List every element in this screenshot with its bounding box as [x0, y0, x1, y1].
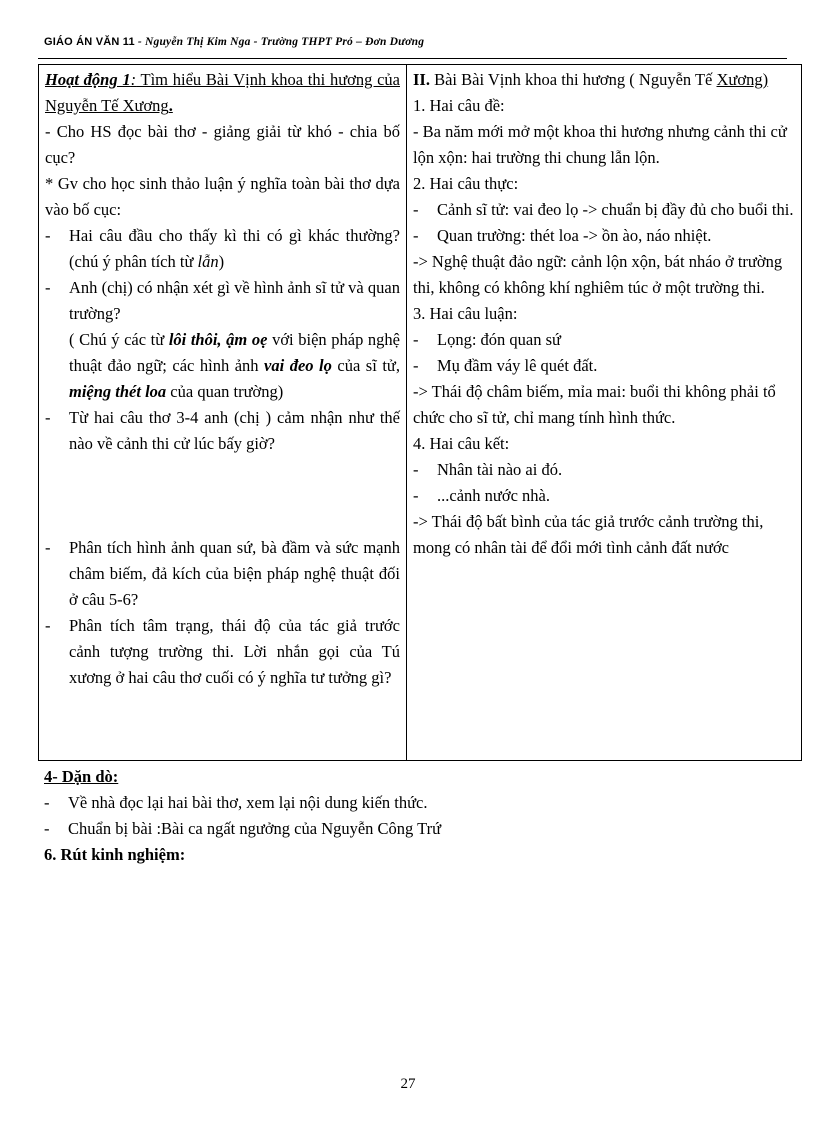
dash: - — [45, 538, 51, 557]
activity-title-end: . — [168, 96, 173, 115]
part-3-bullet — [413, 327, 795, 353]
footer-section — [44, 764, 784, 868]
part-2-title: 2. Hai câu thực: — [413, 174, 519, 193]
note-emphasis: vai đeo lọ — [264, 356, 332, 375]
dash: - — [44, 793, 50, 812]
dash: - — [413, 356, 419, 375]
activity-colon: : — [130, 70, 137, 89]
experience-title: 6. Rút kinh nghiệm: — [44, 845, 186, 864]
dash: - — [413, 330, 419, 349]
dash: - — [45, 278, 51, 297]
header-author: - Nguyễn Thị Kim Nga - Trường THPT Pró – Đơn Dương — [137, 36, 425, 48]
question-1-text: Hai câu đầu cho thấy kì thi có gì khác thường? (chú ý phân tích từ — [69, 226, 400, 271]
dash: - — [413, 226, 419, 245]
part-2-text: -> Nghệ thuật đảo ngữ: cảnh lộn xộn, bát nháo ở trường thi, không có không khí nghiêm túc ở một trường thi. — [413, 252, 783, 297]
part-1-title: 1. Hai câu đề: — [413, 96, 505, 115]
dash: - — [413, 486, 419, 505]
dash: - — [45, 616, 51, 635]
part-4-bullet-2: ...cảnh nước nhà. — [437, 486, 550, 505]
question-1 — [45, 223, 400, 275]
note-part: với biện pháp nghệ thuật đảo ngữ; các hình ảnh — [69, 330, 401, 375]
part-3-bullet-2: Mụ đầm váy lê quét đất. — [437, 356, 598, 375]
question-5-text: Phân tích tâm trạng, thái độ của tác giả trước cảnh tượng trường thi. Lời nhắn gọi của Tú xương ở hai câu thơ cuối có ý nghĩa tư tưởng gì? — [69, 616, 400, 687]
question-2-note — [45, 327, 400, 405]
header-title: GIÁO ÁN VĂN 11 — [44, 36, 135, 48]
part-4-title: 4. Hai câu kết: — [413, 434, 510, 453]
note-emphasis: lôi thôi, ậm oẹ — [168, 330, 268, 349]
question-5 — [45, 613, 400, 691]
homework-title: 4- Dặn dò: — [44, 767, 119, 786]
instruction-read: - Cho HS đọc bài thơ - giảng giải từ khó - chia bố cục? — [45, 122, 400, 167]
spacer — [45, 457, 400, 483]
question-1-emphasis: lẫn — [197, 252, 219, 271]
note-emphasis: miệng thét loa — [69, 382, 167, 401]
part-4-bullet — [413, 457, 795, 483]
lesson-table — [38, 64, 802, 761]
dash: - — [45, 226, 51, 245]
section-title-end: Xương) — [716, 70, 769, 89]
dash: - — [413, 460, 419, 479]
question-2 — [45, 275, 400, 327]
spacer — [45, 483, 400, 509]
page-number: 27 — [400, 1076, 416, 1092]
question-4 — [45, 535, 400, 613]
section-number: II. — [413, 70, 430, 89]
note-part: của quan trường) — [166, 382, 284, 401]
question-1-end: ) — [218, 252, 225, 271]
dash: - — [413, 200, 419, 219]
header-rule — [38, 58, 787, 59]
page-header — [44, 36, 424, 48]
part-1-text: - Ba năm mới mở một khoa thi hương nhưng cảnh thi cử lộn xộn: hai trường thi chung lẫn lộn. — [413, 122, 787, 167]
teacher-activities-cell — [39, 65, 407, 761]
section-title: Bài Bài Vịnh khoa thi hương ( Nguyễn Tế — [429, 70, 717, 89]
homework-item-1: Về nhà đọc lại hai bài thơ, xem lại nội dung kiến thức. — [68, 793, 428, 812]
activity-label: Hoạt động 1 — [45, 70, 131, 89]
part-2-bullet-1: Cảnh sĩ tử: vai đeo lọ -> chuẩn bị đầy đủ cho buổi thi. — [437, 200, 794, 219]
content-cell — [407, 65, 802, 761]
part-3-title: 3. Hai câu luận: — [413, 304, 518, 323]
homework-item-2: Chuẩn bị bài :Bài ca ngất ngưởng của Nguyễn Công Trứ — [68, 819, 442, 838]
part-3-text: -> Thái độ châm biếm, mỉa mai: buổi thi không phải tổ chức cho sĩ tử, chỉ mang tính hình thức. — [413, 382, 776, 427]
question-3 — [45, 405, 400, 457]
note-part: của sĩ tử, — [331, 356, 400, 375]
part-2-bullet — [413, 197, 795, 223]
dash: - — [45, 408, 51, 427]
part-2-bullet — [413, 223, 795, 249]
part-3-bullet — [413, 353, 795, 379]
dash: - — [44, 819, 50, 838]
part-4-bullet — [413, 483, 795, 509]
homework-item — [44, 790, 784, 816]
question-3-text: Từ hai câu thơ 3-4 anh (chị ) cảm nhận như thế nào về cảnh thi cử lúc bấy giờ? — [69, 408, 400, 453]
note-part: ( Chú ý các từ — [69, 330, 169, 349]
section-heading — [413, 67, 795, 93]
part-2-bullet-2: Quan trường: thét loa -> ồn ào, náo nhiệt. — [437, 226, 712, 245]
activity-title: Tìm hiểu Bài Vịnh khoa thi hương của Nguyễn Tế Xương — [45, 70, 400, 115]
part-4-bullet-1: Nhân tài nào ai đó. — [437, 460, 563, 479]
question-2-text: Anh (chị) có nhận xét gì về hình ảnh sĩ tử và quan trường? — [69, 278, 400, 323]
activity-heading — [45, 67, 400, 119]
part-3-bullet-1: Lọng: đón quan sứ — [437, 330, 561, 349]
part-4-text: -> Thái độ bất bình của tác giả trước cảnh trường thi, mong có nhân tài để đổi mới tình cảnh đất nước — [413, 512, 764, 557]
homework-item — [44, 816, 784, 842]
spacer — [45, 509, 400, 535]
question-4-text: Phân tích hình ảnh quan sứ, bà đầm và sức mạnh châm biếm, đả kích của biện pháp nghệ thuật đối ở câu 5-6? — [69, 538, 400, 609]
instruction-discuss: * Gv cho học sinh thảo luận ý nghĩa toàn bài thơ dựa vào bố cục: — [45, 174, 400, 219]
